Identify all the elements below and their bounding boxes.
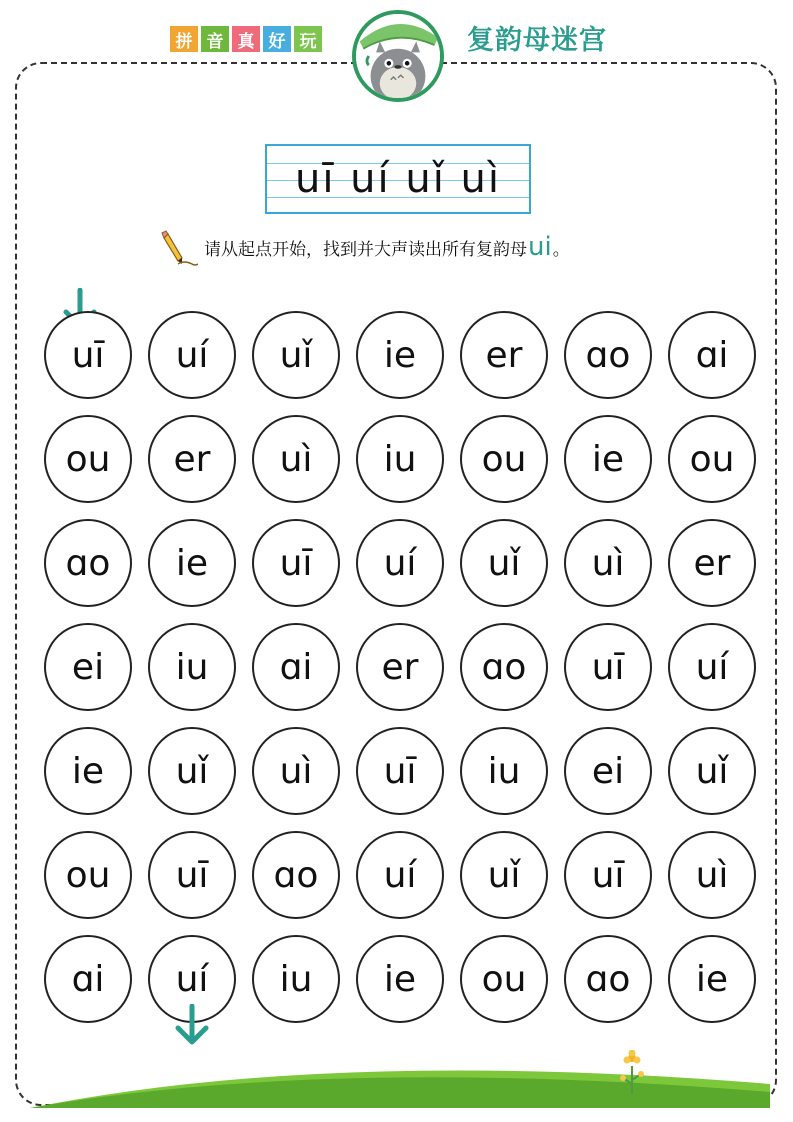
maze-cell[interactable]: uī xyxy=(356,727,444,815)
maze-cell[interactable]: iu xyxy=(148,623,236,711)
instruction-text: 请从起点开始，找到并大声读出所有复韵母 xyxy=(204,239,527,260)
maze-cell[interactable]: uǐ xyxy=(148,727,236,815)
brand-char: 拼 xyxy=(170,26,198,52)
maze-cell[interactable]: ou xyxy=(668,415,756,503)
maze-cell[interactable]: uī xyxy=(148,831,236,919)
brand-char: 好 xyxy=(263,26,291,52)
brand-badge xyxy=(170,26,322,52)
maze-cell[interactable]: ei xyxy=(44,623,132,711)
brand-char: 玩 xyxy=(294,26,322,52)
mascot-totoro-icon xyxy=(352,10,444,102)
maze-cell[interactable]: ie xyxy=(356,311,444,399)
maze-cell[interactable]: uǐ xyxy=(460,831,548,919)
maze-cell[interactable]: uì xyxy=(252,415,340,503)
maze-cell[interactable]: ou xyxy=(460,415,548,503)
maze-cell[interactable]: ie xyxy=(44,727,132,815)
maze-cell[interactable]: ɑo xyxy=(252,831,340,919)
maze-cell[interactable]: uì xyxy=(252,727,340,815)
maze-cell[interactable]: uǐ xyxy=(252,311,340,399)
grass-hill xyxy=(30,1038,770,1108)
instruction-end: 。 xyxy=(552,239,570,260)
maze-cell[interactable]: ou xyxy=(44,831,132,919)
maze-cell[interactable]: iu xyxy=(252,935,340,1023)
maze-cell[interactable]: ɑo xyxy=(460,623,548,711)
maze-cell[interactable]: iu xyxy=(460,727,548,815)
maze-cell[interactable]: uì xyxy=(668,831,756,919)
maze-cell[interactable]: uǐ xyxy=(460,519,548,607)
maze-cell[interactable]: uí xyxy=(148,311,236,399)
maze-cell[interactable]: uǐ xyxy=(668,727,756,815)
maze-cell[interactable]: ɑo xyxy=(44,519,132,607)
maze-cell[interactable]: ie xyxy=(356,935,444,1023)
maze-cell[interactable]: uī xyxy=(564,623,652,711)
brand-char: 音 xyxy=(201,26,229,52)
maze-cell[interactable]: uī xyxy=(44,311,132,399)
maze-cell[interactable]: iu xyxy=(356,415,444,503)
maze-cell[interactable]: ou xyxy=(44,415,132,503)
maze-cell[interactable]: er xyxy=(148,415,236,503)
maze-cell[interactable]: ɑi xyxy=(44,935,132,1023)
maze-cell[interactable]: uí xyxy=(356,519,444,607)
instruction xyxy=(160,228,570,266)
maze-cell[interactable]: uí xyxy=(668,623,756,711)
pencil-icon xyxy=(160,228,198,266)
maze-cell[interactable]: ou xyxy=(460,935,548,1023)
maze-cell[interactable]: ɑo xyxy=(564,935,652,1023)
maze-cell[interactable]: ie xyxy=(148,519,236,607)
flower-icon xyxy=(615,1050,649,1096)
maze-cell[interactable]: ɑi xyxy=(252,623,340,711)
maze-cell[interactable]: uī xyxy=(252,519,340,607)
maze-cell[interactable]: ɑo xyxy=(564,311,652,399)
tone-header-text: uī uí uǐ uì xyxy=(294,156,501,202)
maze-cell[interactable]: er xyxy=(356,623,444,711)
maze-cell[interactable]: er xyxy=(460,311,548,399)
maze-cell[interactable]: uì xyxy=(564,519,652,607)
maze-cell[interactable]: uí xyxy=(148,935,236,1023)
maze-cell[interactable]: uī xyxy=(564,831,652,919)
maze-cell[interactable]: ei xyxy=(564,727,652,815)
maze-cell[interactable]: er xyxy=(668,519,756,607)
brand-char: 真 xyxy=(232,26,260,52)
maze-cell[interactable]: ie xyxy=(564,415,652,503)
maze-cell[interactable]: ie xyxy=(668,935,756,1023)
instruction-highlight: ui xyxy=(528,232,552,262)
maze-cell[interactable]: uí xyxy=(356,831,444,919)
worksheet-title: 复韵母迷宫 xyxy=(467,25,607,56)
tone-header-box xyxy=(265,144,531,214)
maze-cell[interactable]: ɑi xyxy=(668,311,756,399)
